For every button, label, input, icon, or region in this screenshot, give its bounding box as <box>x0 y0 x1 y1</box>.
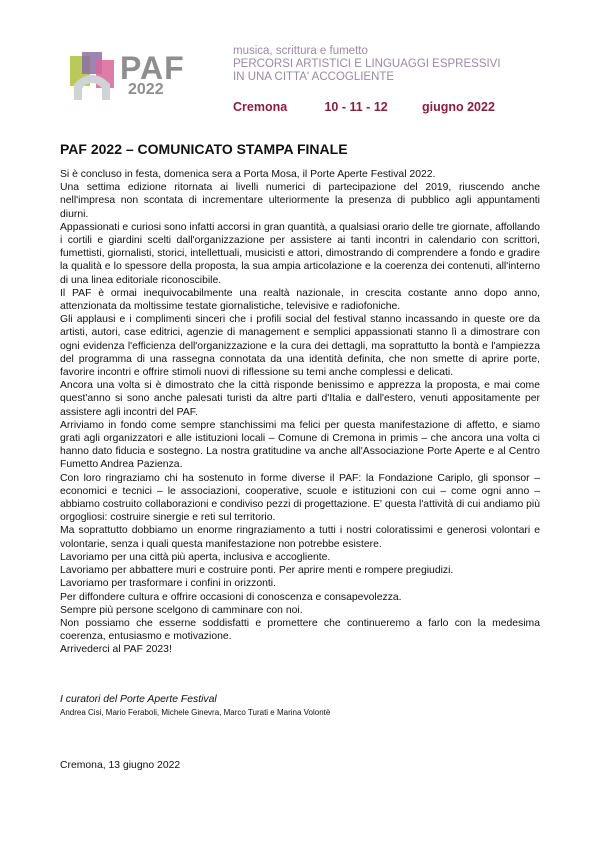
event-month: giugno 2022 <box>421 100 495 114</box>
arch-logo-icon <box>68 50 116 100</box>
paragraph: Con loro ringraziamo chi ha sostenuto in forme diverse il PAF: la Fondazione Cariplo, gli sponsor – economici e tecnici – le associazioni, cooperative, scuole e istituzioni con cui – come ogni anno – abbiamo costruito collaborazioni e condiviso pezzi di progettazione. E' questa l'attività di cui andiamo più orgogliosi: costruire sinergie e reti sul territorio. <box>60 472 540 524</box>
paragraph: Per diffondere cultura e offrire occasioni di conoscenza e consapevolezza. <box>60 591 402 603</box>
curators-label: I curatori del Porte Aperte Festival <box>60 694 217 705</box>
paragraph: Ancora una volta si è dimostrato che la città risponde benissimo e apprezza la proposta, e mai come quest'anno si sono anche palesati turisti da altre parti d'Italia e dall'estero, venuti appositamente per assistere agli incontri del PAF. <box>60 380 540 418</box>
paragraph: Gli applausi e i complimenti sinceri che i profili social del festival stanno incassando in queste ore da artisti, autori, case editrici, agenzie di management e semplici appassionati stanno lì a dimostrare con ogni evidenza l'efficienza dell'organizzazione e la cura dei dettagli, ma soprattutto la bontà e l'ampiezza del programma di una rassegna connotata da una identità definita, che non smette di aprire porte, favorire incontri e offrire stimoli nuovi di riflessione su temi anche complessi e delicati. <box>60 314 540 379</box>
paragraph: Lavoriamo per trasformare i confini in orizzonti. <box>60 578 276 590</box>
paragraph: Arriviamo in fondo come sempre stanchissimi ma felici per questa manifestazione di affetto, e siamo grati agli organizzatori e alle istituzioni locali – Comune di Cremona in primis – che ancora una volta ci hanno dato fiducia e sostegno. La nostra gratitudine va anche all'Associazione Porte Aperte e al Centro Fumetto Andrea Pazienza. <box>60 419 540 471</box>
paragraph: Sempre più persone scelgono di camminare con noi. <box>60 604 303 616</box>
document-title: PAF 2022 – COMUNICATO STAMPA FINALE <box>60 141 348 157</box>
curators-names: Andrea Cisi, Mario Feraboli, Michele Ginevra, Marco Turati e Marina Volontè <box>60 708 331 717</box>
paragraph: Arrivederci al PAF 2023! <box>60 644 172 656</box>
tagline-line: IN UNA CITTA' ACCOGLIENTE <box>233 71 395 83</box>
tagline-line: musica, scrittura e fumetto <box>233 45 368 57</box>
paragraph: Il PAF è ormai inequivocabilmente una realtà nazionale, in crescita costante anno dopo anno, attenzionata da moltissime testate giornalistiche, televisive e radiofoniche. <box>60 287 540 313</box>
dateline: Cremona, 13 giugno 2022 <box>60 760 181 771</box>
paragraph: Ma soprattutto dobbiamo un enorme ringraziamento a tutti i nostri coloratissimi e generosi volontari e volontarie, senza i quali questa manifestazione non potrebbe esistere. <box>60 525 540 550</box>
signature-block <box>60 693 540 719</box>
paragraph: Lavoriamo per una città più aperta, inclusiva e accogliente. <box>60 551 331 563</box>
paragraph: Lavoriamo per abbattere muri e costruire ponti. Per aprire menti e rompere pregiudizi. <box>60 565 454 577</box>
event-info <box>233 100 495 114</box>
event-city: Cremona <box>233 100 288 114</box>
paragraph: Appassionati e curiosi sono infatti accorsi in gran quantità, a qualsiasi orario delle tre giornate, affollando i cortili e giardini scelti dall'organizzazione per assistere ai tanti incontri in calendario con scrittori, fumettisti, giornalisti, storici, intellettuali, musicisti e attori, dimostrando di comprendere a fondo e gradire la qualità e lo spessore della proposta, la sua ampia articolazione e la coerenza dei contenuti, all'interno di una linea editoriale riconoscibile. <box>60 221 540 286</box>
paf-logo <box>68 50 208 100</box>
logo-year: 2022 <box>128 81 164 98</box>
tagline-line: PERCORSI ARTISTICI E LINGUAGGI ESPRESSIVI <box>233 58 501 70</box>
document-body <box>60 168 540 657</box>
paragraph: Si è concluso in festa, domenica sera a Porta Mosa, il Porte Aperte Festival 2022. <box>60 169 436 180</box>
paragraph: Non possiamo che esserne soddisfatti e promettere che continueremo a farlo con la medesima coerenza, entusiasmo e motivazione. <box>60 617 540 643</box>
festival-tagline <box>233 45 501 84</box>
logo-text: PAF <box>120 50 185 86</box>
paragraph: Una settima edizione ritornata ai livelli numerici di partecipazione del 2019, riuscendo anche nell'impresa non scontata di incrementare ulteriormente la presenza di pubblico agli appuntamenti diurni. <box>60 182 540 220</box>
event-dates: 10 - 11 - 12 <box>324 100 388 114</box>
